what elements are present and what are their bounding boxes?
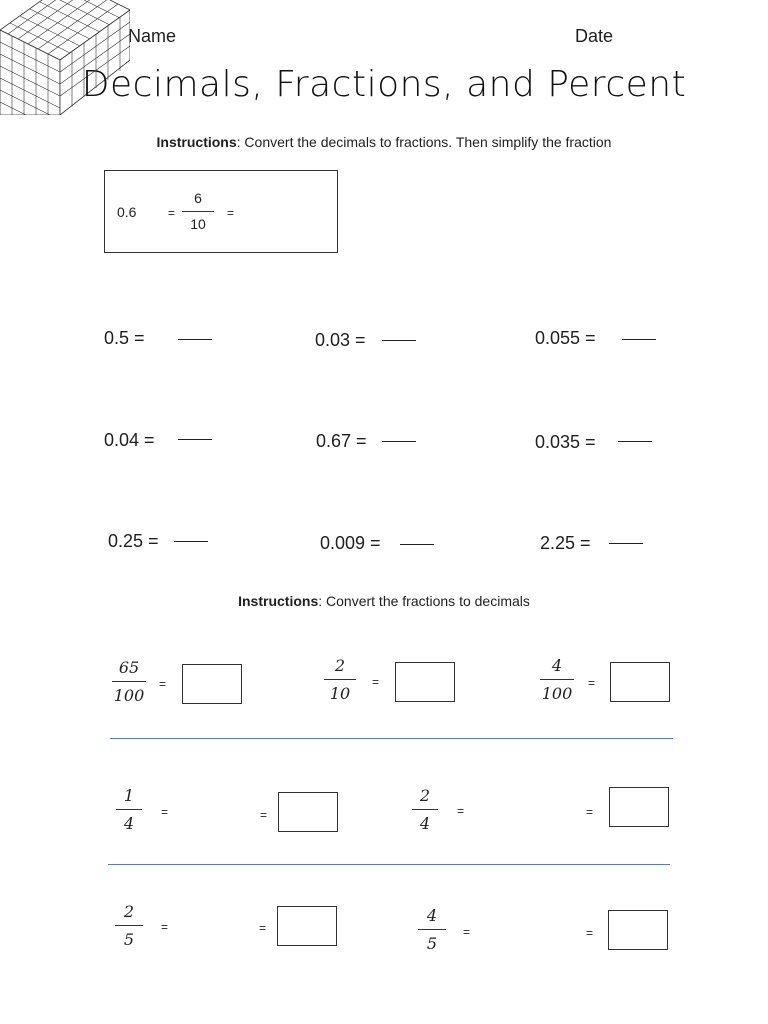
fraction-2-10: 2 10 [324,656,356,703]
date-label: Date [575,26,614,46]
problem-0-04: 0.04 = [104,430,155,450]
example-equals-2: = [227,206,235,220]
equals-sign: = [159,677,167,691]
answer-box[interactable] [277,906,337,946]
answer-box[interactable] [395,662,455,702]
answer-line[interactable] [609,543,643,544]
example-numerator: 6 [194,190,202,206]
equals-sign: = [463,925,471,939]
divider-line [110,738,673,739]
example-box [104,170,338,253]
problem-0-67: 0.67 = [316,431,367,451]
example-fraction [182,190,214,233]
equals-sign: = [372,675,380,689]
instructions-text: : Convert the decimals to fractions. Then simplify the fraction [236,134,612,150]
equals-sign: = [586,805,594,819]
example-decimal: 0.6 [117,204,137,220]
instructions-label: Instructions [156,134,237,150]
fraction-4-5: 4 5 [418,906,446,953]
answer-box[interactable] [608,910,668,950]
equals-sign: = [588,676,596,690]
page-title: Decimals, Fractions, and Percent [81,64,687,105]
equals-sign: = [586,926,594,940]
fraction-2-4: 2 4 [412,786,438,833]
problem-0-035: 0.035 = [535,432,596,452]
fraction-65-100: 65 100 [113,658,145,706]
problem-0-009: 0.009 = [320,533,381,553]
equals-sign: = [161,805,169,819]
equals-sign: = [161,920,169,934]
problem-0-25: 0.25 = [108,531,159,551]
divider-line [108,864,670,865]
fraction-2-5: 2 5 [115,902,143,949]
problem-0-5: 0.5 = [104,328,145,348]
fraction-1-4: 1 4 [116,786,142,833]
answer-box[interactable] [182,664,242,704]
answer-box[interactable] [610,662,670,702]
answer-line[interactable] [618,441,652,442]
problem-2-25: 2.25 = [540,533,591,553]
answer-line[interactable] [400,544,434,545]
problem-0-055: 0.055 = [535,328,596,348]
answer-line[interactable] [622,339,656,340]
answer-line[interactable] [382,441,416,442]
equals-sign: = [259,921,267,935]
answer-box[interactable] [609,787,669,827]
instructions-label: Instructions [238,593,319,609]
example-denominator: 10 [190,215,206,232]
answer-line[interactable] [174,541,208,542]
answer-box[interactable] [278,792,338,832]
equals-sign: = [260,808,268,822]
answer-line[interactable] [382,340,416,341]
name-label: Name [128,26,177,46]
answer-line[interactable] [178,339,212,340]
problem-0-03: 0.03 = [315,330,366,350]
instructions-decimals [0,134,768,150]
instructions-fractions [0,593,768,609]
answer-line[interactable] [178,439,212,440]
instructions-text: : Convert the fractions to decimals [318,593,530,609]
fraction-4-100: 4 100 [541,656,573,704]
equals-sign: = [457,804,465,818]
example-equals: = [168,206,176,220]
